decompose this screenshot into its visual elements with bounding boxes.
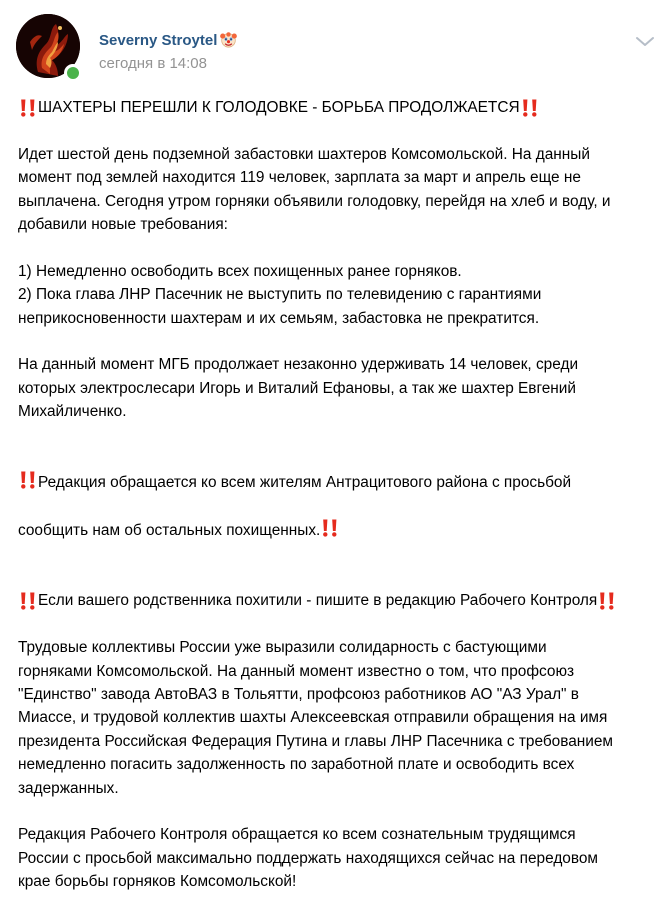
author-name-text[interactable]: Severny Stroytel bbox=[99, 32, 218, 49]
double-exclamation-icon bbox=[597, 591, 617, 611]
paragraph-strike-status: Идет шестой день подземной забастовки шахтеров Комсомольской. На данный момент под землей находится 119 человек, зарплата за март и апрель еще не выплачена. Сегодня утром горняки объявили голодовку, перейдя на хлеб и воду, и добавили новые требования: bbox=[18, 145, 611, 234]
double-exclamation-icon bbox=[18, 470, 38, 490]
paragraph-contact-editors bbox=[18, 589, 663, 612]
post-menu-button[interactable] bbox=[634, 34, 656, 50]
chevron-down-icon bbox=[634, 34, 656, 50]
post-header bbox=[16, 14, 656, 84]
paragraph-call-to-support: Редакция Рабочего Контроля обращается ко всем сознательным трудящимся России с просьбой максимально поддержать находящихся сейчас на передовом крае борьбы горняков Комсомольской! bbox=[18, 826, 599, 891]
appeal-line-2: сообщить нам об остальных похищенных. bbox=[18, 522, 321, 540]
headline-text: ШАХТЕРЫ ПЕРЕШЛИ К ГОЛОДОВКЕ - БОРЬБА ПРОДОЛЖАЕТСЯ bbox=[38, 99, 520, 116]
appeal-line-1: Редакция обращается ко всем жителям Антрацитового района с просьбой bbox=[38, 474, 572, 492]
double-exclamation-icon bbox=[320, 518, 340, 538]
paragraph-detained: На данный момент МГБ продолжает незаконно удерживать 14 человек, среди которых электрослесари Игорь и Виталий Ефановы, а так же шахтер Евгений Михайличенко. bbox=[18, 356, 579, 421]
double-exclamation-icon bbox=[18, 591, 38, 611]
paragraph-solidarity: Трудовые коллективы России уже выразили солидарность с бастующими горняками Комсомольской. На данный момент известно о том, что профсоюз "Единство" завода АвтоВАЗ в Тольятти, профсоюз работников АО "АЗ Урал" в Миассе, и трудовой коллектив шахты Алексеевская отправили обращения на имя президента Российская Федерация Путина и главы ЛНР Пасечника с требованием немедленно погасить задолженность по заработной плате и освободить всех задержанных. bbox=[18, 639, 614, 797]
author-name[interactable] bbox=[99, 31, 237, 52]
double-exclamation-icon bbox=[520, 98, 540, 118]
clown-face-icon bbox=[220, 31, 237, 52]
paragraph-appeal-residents bbox=[18, 447, 663, 566]
post-text bbox=[18, 96, 663, 917]
post-headline bbox=[18, 96, 663, 119]
contact-editors-text: Если вашего родственника похитили - пишите в редакцию Рабочего Контроля bbox=[38, 592, 598, 610]
online-status-indicator bbox=[64, 64, 82, 82]
post-timestamp[interactable]: сегодня в 14:08 bbox=[99, 55, 207, 72]
double-exclamation-icon bbox=[18, 98, 38, 118]
paragraph-demands: 1) Немедленно освободить всех похищенных ранее горняков. 2) Пока глава ЛНР Пасечник не выступить по телевидению с гарантиями неприкосновенности шахтерам и их семьям, забастовка не прекратится. bbox=[18, 262, 542, 327]
